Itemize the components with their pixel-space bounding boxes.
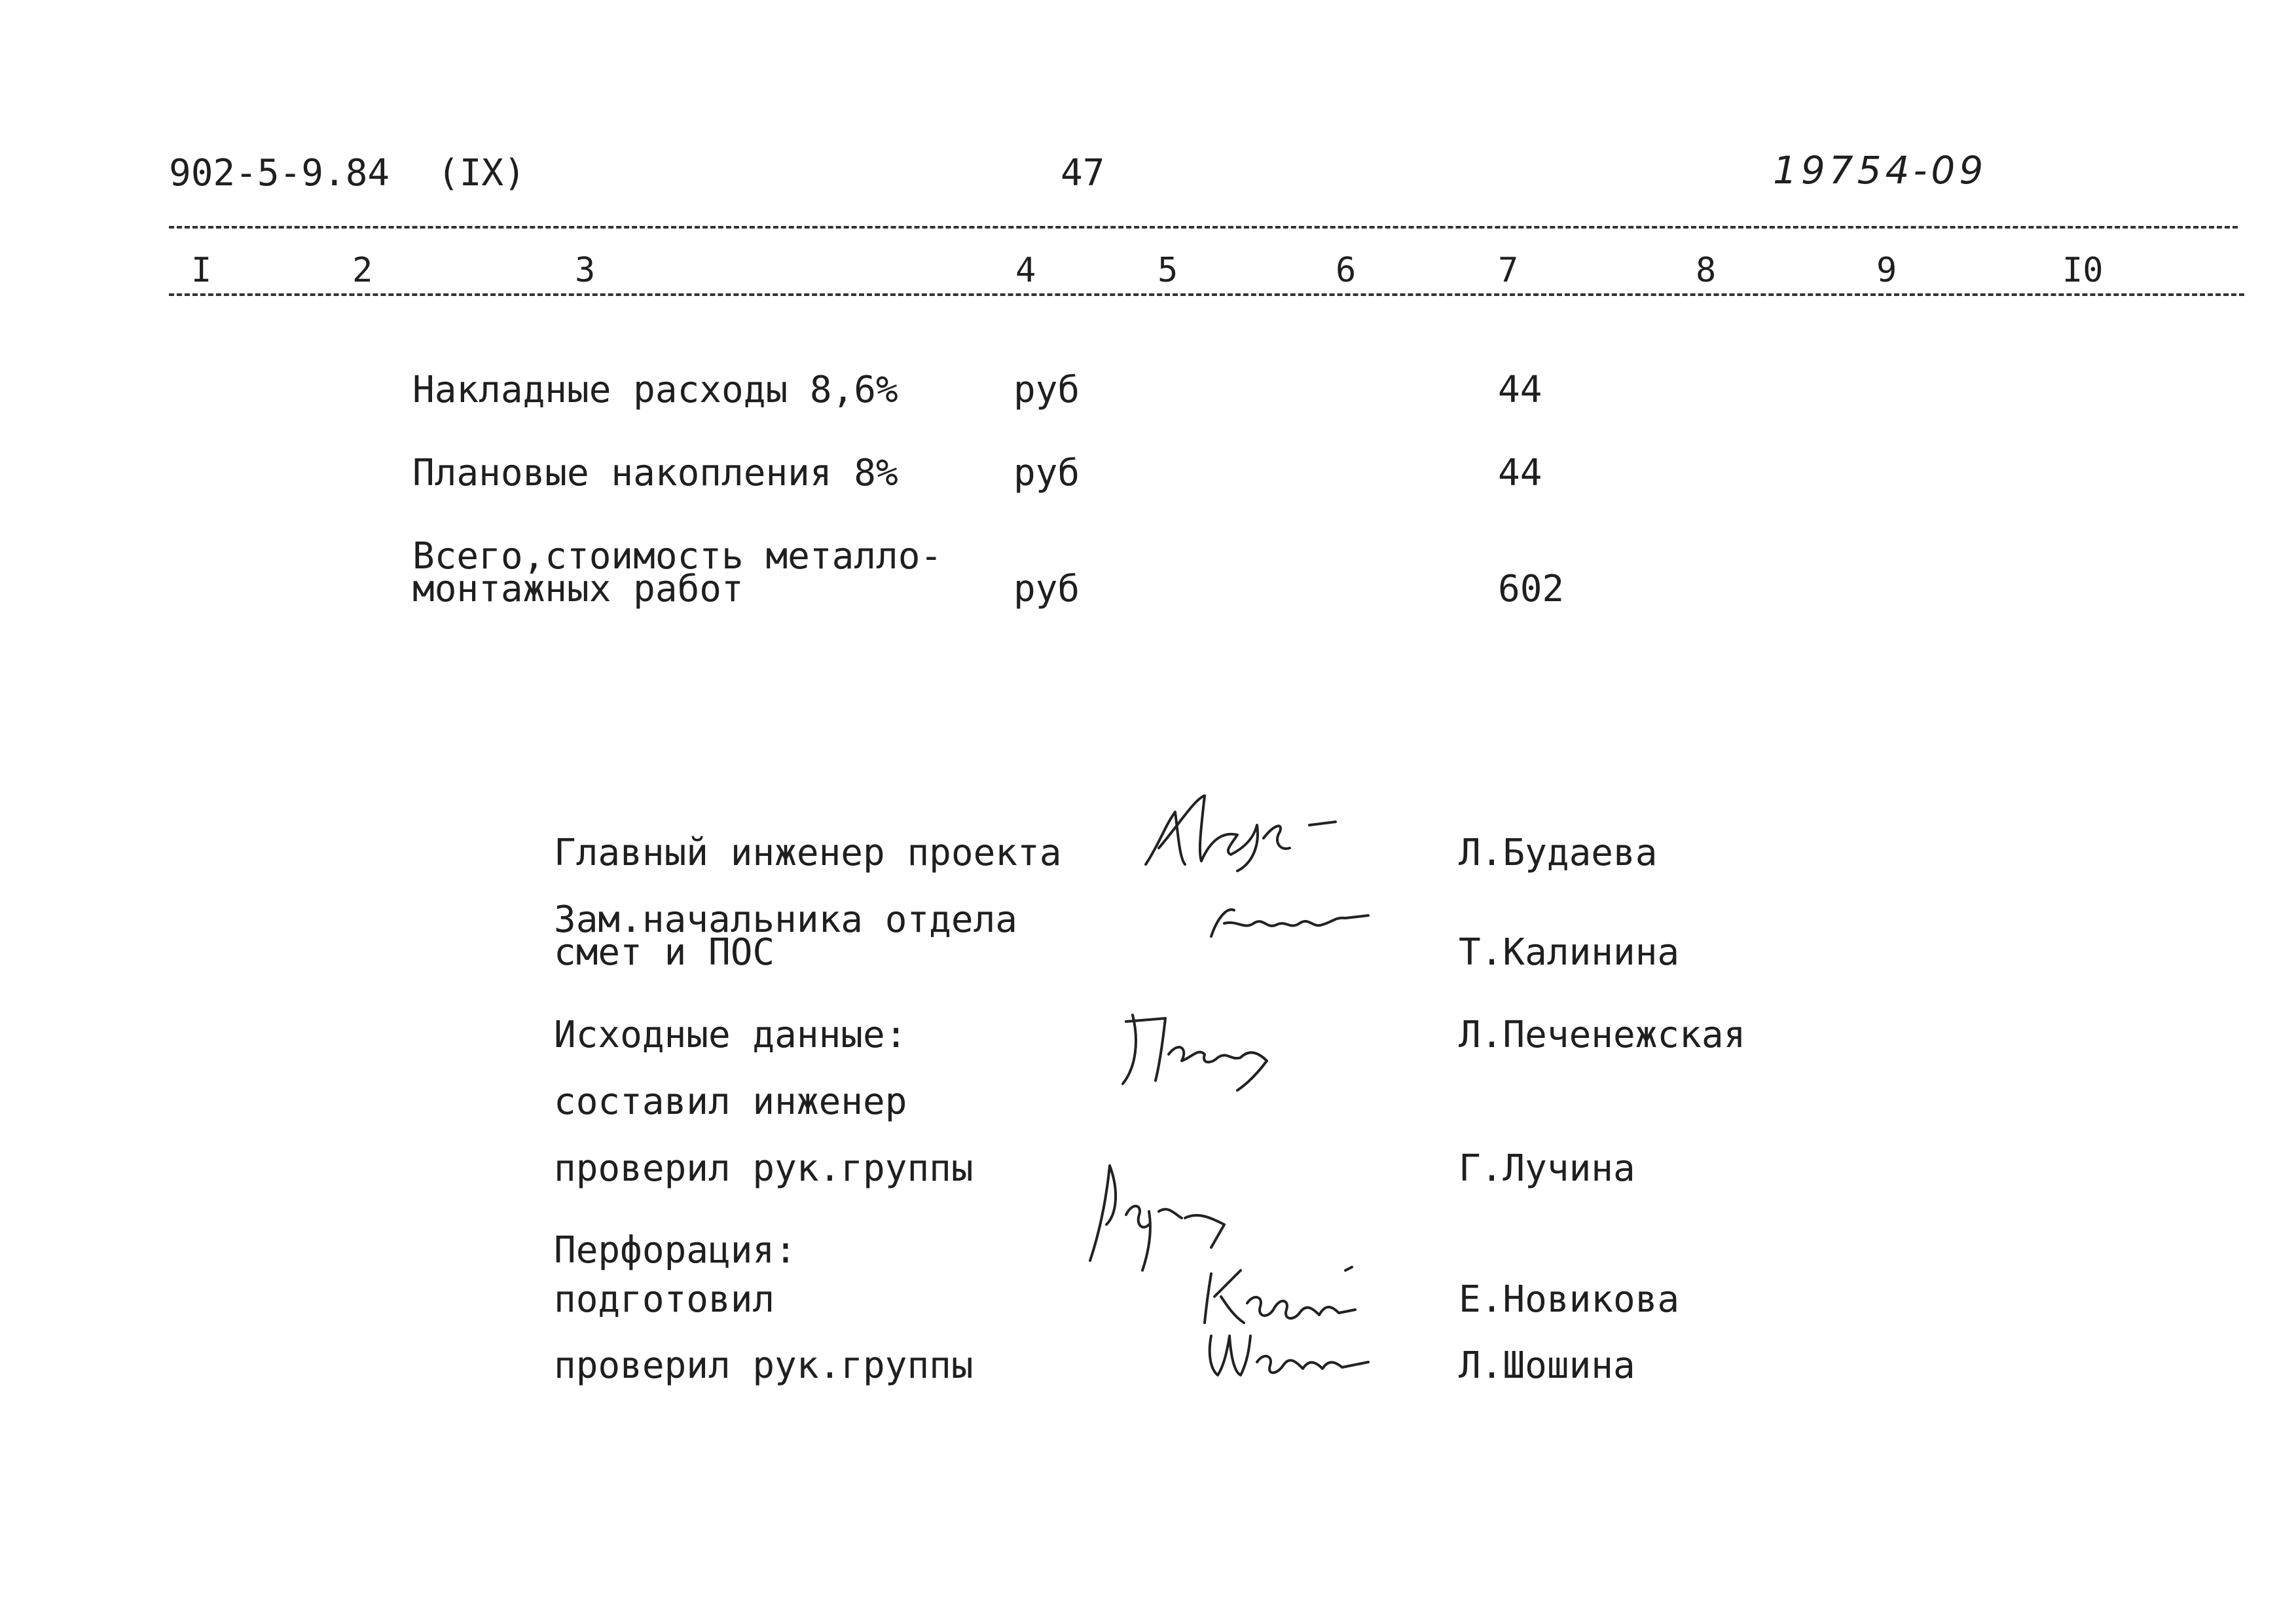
column-number: 6 [1336, 251, 1357, 290]
column-number: I [191, 251, 212, 290]
column-number: 2 [352, 251, 373, 290]
row-value: 44 [1498, 452, 1542, 494]
row-name: Накладные расходы 8,6% [412, 369, 898, 411]
signer-name: Г.Лучина [1459, 1147, 1635, 1190]
signer-role: проверил рук.группы [554, 1147, 974, 1190]
signer-role: Главный инженер проекта [554, 832, 1062, 874]
column-number: 8 [1696, 251, 1717, 290]
column-number: 4 [1015, 251, 1036, 290]
signer-name: Л.Будаева [1459, 832, 1658, 874]
signature-pechenezhskaya [1113, 1002, 1309, 1094]
signature-shoshina [1198, 1323, 1375, 1388]
row-unit: руб [1013, 452, 1080, 494]
row-unit: руб [1013, 568, 1080, 610]
signer-role: Исходные данные: [554, 1014, 907, 1056]
page-number: 47 [1061, 152, 1105, 194]
signer-name: Т.Калинина [1459, 931, 1680, 974]
row-name: Плановые накопления 8% [412, 452, 898, 494]
signer-name: Л.Шошина [1459, 1344, 1635, 1387]
signer-name: Л.Печенежская [1459, 1014, 1746, 1056]
signature-budaeva [1139, 786, 1349, 877]
column-number: 9 [1876, 251, 1897, 290]
row-unit: руб [1013, 369, 1080, 411]
archive-number: 19754-09 [1773, 148, 1988, 193]
document-code: 902-5-9.84 [169, 152, 390, 194]
column-number: 7 [1498, 251, 1519, 290]
signer-role: подготовил [554, 1278, 775, 1321]
signer-role: Зам.начальника отдела [554, 898, 1018, 941]
signature-kalinina [1205, 897, 1375, 950]
signer-role-continued: смет и ПОС [554, 931, 775, 974]
header-top-rule [169, 226, 2238, 229]
signer-role: проверил рук.группы [554, 1344, 974, 1387]
row-value: 44 [1498, 369, 1542, 411]
section-label: (IX) [437, 152, 526, 194]
column-number: I0 [2062, 251, 2104, 290]
column-number: 5 [1157, 251, 1178, 290]
header-bottom-rule [169, 293, 2244, 296]
signer-role: Перфорация: [554, 1229, 797, 1272]
signer-name: Е.Новикова [1459, 1278, 1680, 1321]
signer-role: составил инженер [554, 1080, 907, 1123]
row-value: 602 [1498, 568, 1565, 610]
column-number: 3 [575, 251, 596, 290]
row-name: Всего,стоимость металло- [412, 535, 943, 578]
row-name-continued: монтажных работ [412, 568, 744, 610]
